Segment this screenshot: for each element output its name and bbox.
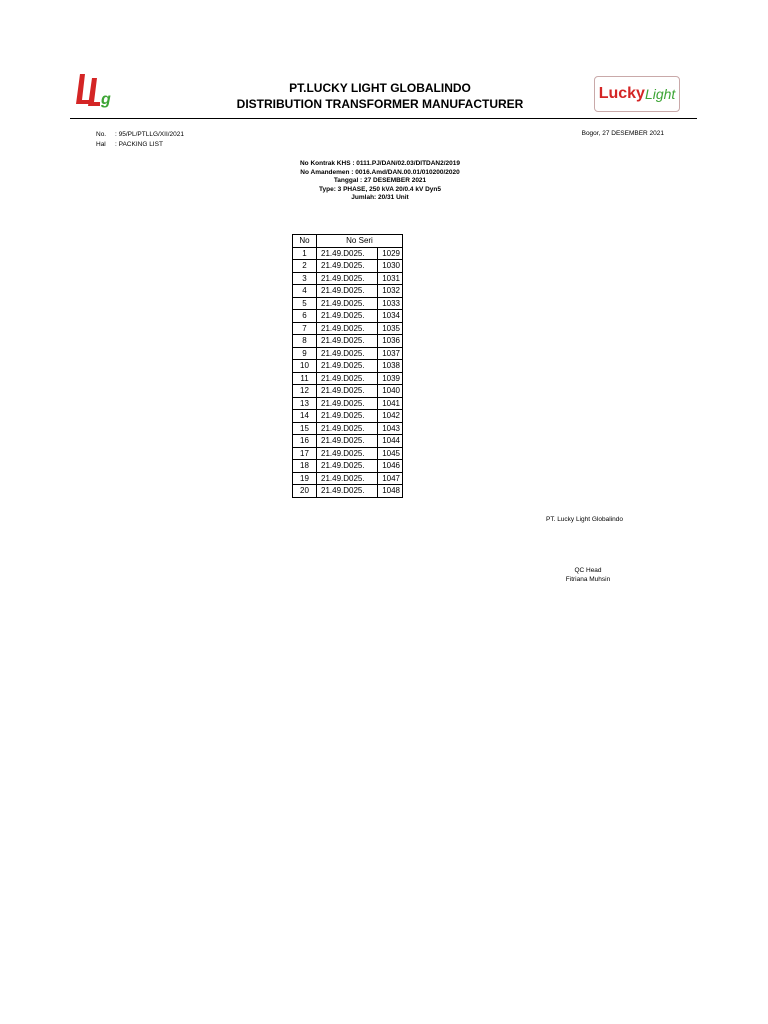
- row-no: 15: [293, 422, 317, 435]
- row-no: 5: [293, 297, 317, 310]
- packing-list-table: [292, 234, 403, 498]
- row-serial-prefix: 21.49.D025.: [317, 472, 378, 485]
- table-row: [293, 385, 403, 398]
- row-no: 2: [293, 260, 317, 273]
- row-no: 19: [293, 472, 317, 485]
- table-row: [293, 260, 403, 273]
- contract-info: [260, 160, 500, 203]
- contract-date: Tanggal : 27 DESEMBER 2021: [333, 177, 427, 185]
- row-serial-number: 1037: [378, 347, 403, 360]
- table-row: [293, 360, 403, 373]
- table-row: [293, 410, 403, 423]
- table-row: [293, 422, 403, 435]
- row-serial-prefix: 21.49.D025.: [317, 360, 378, 373]
- row-serial-prefix: 21.49.D025.: [317, 322, 378, 335]
- table-row: [293, 347, 403, 360]
- table-row: [293, 372, 403, 385]
- row-serial-prefix: 21.49.D025.: [317, 335, 378, 348]
- transformer-type: Type: 3 PHASE, 250 kVA 20/0.4 kV Dyn5: [319, 185, 441, 193]
- meta-hal-value: : PACKING LIST: [115, 141, 163, 148]
- row-no: 12: [293, 385, 317, 398]
- unit-count: Jumlah: 20/31 Unit: [351, 194, 409, 202]
- document-meta: [96, 130, 184, 150]
- row-serial-number: 1040: [378, 385, 403, 398]
- row-serial-number: 1034: [378, 310, 403, 323]
- company-subtitle: DISTRIBUTION TRANSFORMER MANUFACTURER: [236, 97, 524, 111]
- row-serial-number: 1038: [378, 360, 403, 373]
- row-no: 8: [293, 335, 317, 348]
- row-serial-prefix: 21.49.D025.: [317, 385, 378, 398]
- row-no: 3: [293, 272, 317, 285]
- contract-number: No Kontrak KHS : 0111.PJ/DAN/02.03/DITDAN2/2019: [299, 160, 461, 167]
- row-serial-prefix: 21.49.D025.: [317, 422, 378, 435]
- row-no: 16: [293, 435, 317, 448]
- row-no: 11: [293, 372, 317, 385]
- col-no-header: No: [293, 235, 317, 248]
- row-serial-number: 1046: [378, 460, 403, 473]
- row-serial-prefix: 21.49.D025.: [317, 310, 378, 323]
- row-serial-number: 1043: [378, 422, 403, 435]
- row-serial-prefix: 21.49.D025.: [317, 435, 378, 448]
- row-serial-number: 1029: [378, 247, 403, 260]
- row-no: 14: [293, 410, 317, 423]
- logo-light-text: Light: [644, 86, 676, 102]
- row-no: 20: [293, 485, 317, 498]
- table-row: [293, 472, 403, 485]
- row-serial-number: 1033: [378, 297, 403, 310]
- row-serial-prefix: 21.49.D025.: [317, 447, 378, 460]
- signature-role: QC Head: [574, 567, 602, 574]
- svg-text:g: g: [101, 91, 111, 108]
- row-no: 4: [293, 285, 317, 298]
- document-header: [180, 80, 580, 112]
- row-serial-prefix: 21.49.D025.: [317, 410, 378, 423]
- table-header-row: [293, 235, 403, 248]
- table-row: [293, 310, 403, 323]
- table-row: [293, 335, 403, 348]
- row-serial-number: 1031: [378, 272, 403, 285]
- row-no: 17: [293, 447, 317, 460]
- meta-hal-row: [96, 140, 184, 150]
- place-date: Bogor, 27 DESEMBER 2021: [581, 130, 664, 137]
- row-serial-prefix: 21.49.D025.: [317, 285, 378, 298]
- row-serial-prefix: 21.49.D025.: [317, 485, 378, 498]
- row-no: 9: [293, 347, 317, 360]
- row-serial-number: 1036: [378, 335, 403, 348]
- signature-block: [562, 566, 614, 584]
- row-serial-prefix: 21.49.D025.: [317, 397, 378, 410]
- table-row: [293, 447, 403, 460]
- row-no: 13: [293, 397, 317, 410]
- row-serial-number: 1047: [378, 472, 403, 485]
- row-serial-number: 1030: [378, 260, 403, 273]
- row-serial-prefix: 21.49.D025.: [317, 260, 378, 273]
- row-no: 6: [293, 310, 317, 323]
- row-serial-number: 1045: [378, 447, 403, 460]
- table-row: [293, 322, 403, 335]
- table-row: [293, 397, 403, 410]
- col-seri-header: No Seri: [317, 235, 403, 248]
- meta-no-value: : 95/PL/PTLLG/XII/2021: [115, 131, 185, 138]
- table-row: [293, 272, 403, 285]
- row-serial-number: 1042: [378, 410, 403, 423]
- row-serial-prefix: 21.49.D025.: [317, 372, 378, 385]
- signature-company: PT. Lucky Light Globalindo: [546, 516, 623, 523]
- meta-no-label: No.: [96, 131, 107, 138]
- company-name: PT.LUCKY LIGHT GLOBALINDO: [289, 81, 471, 95]
- table-row: [293, 247, 403, 260]
- table-row: [293, 460, 403, 473]
- row-serial-prefix: 21.49.D025.: [317, 347, 378, 360]
- row-serial-number: 1041: [378, 397, 403, 410]
- row-serial-number: 1039: [378, 372, 403, 385]
- table-row: [293, 435, 403, 448]
- amendment-number: No Amandemen : 0016.Amd/DAN.00.01/010200/2020: [300, 168, 460, 176]
- signature-name: Fitriana Muhsin: [565, 576, 611, 583]
- row-serial-prefix: 21.49.D025.: [317, 460, 378, 473]
- table-row: [293, 285, 403, 298]
- row-no: 1: [293, 247, 317, 260]
- row-no: 18: [293, 460, 317, 473]
- row-serial-prefix: 21.49.D025.: [317, 272, 378, 285]
- row-serial-prefix: 21.49.D025.: [317, 297, 378, 310]
- row-serial-prefix: 21.49.D025.: [317, 247, 378, 260]
- meta-no-row: [96, 130, 184, 140]
- lucky-light-logo: [594, 76, 680, 112]
- row-serial-number: 1044: [378, 435, 403, 448]
- row-no: 7: [293, 322, 317, 335]
- row-serial-number: 1035: [378, 322, 403, 335]
- row-serial-number: 1048: [378, 485, 403, 498]
- table-row: [293, 297, 403, 310]
- header-divider: [70, 118, 697, 119]
- llg-logo: [74, 70, 114, 114]
- meta-hal-label: Hal: [96, 141, 106, 148]
- row-serial-number: 1032: [378, 285, 403, 298]
- row-no: 10: [293, 360, 317, 373]
- logo-lucky-text: Lucky: [598, 85, 645, 102]
- table-row: [293, 485, 403, 498]
